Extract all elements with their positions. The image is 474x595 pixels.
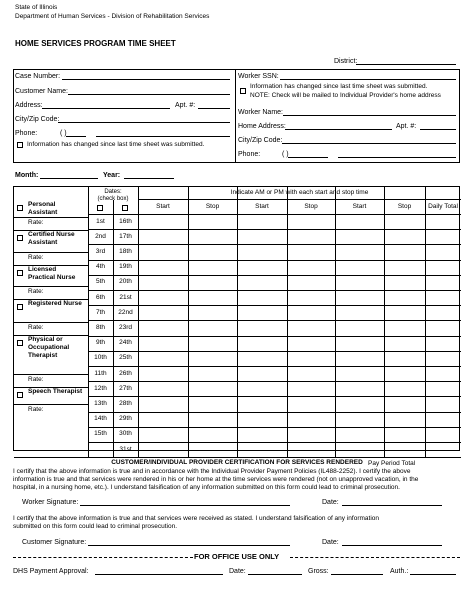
dates-header: Dates: xyxy=(104,189,122,195)
day-label: 20th xyxy=(119,278,132,286)
day-label: 25th xyxy=(119,354,132,362)
provider-cert-text-1: I certify that the above information is true and in accordance with the Individual Provider Payment Policies (IL488-2252). I certify the above xyxy=(13,468,411,475)
time-cell[interactable] xyxy=(425,214,461,229)
office-date-field[interactable] xyxy=(248,574,302,575)
apt-field[interactable] xyxy=(198,108,230,109)
day-label: 8th xyxy=(95,323,106,331)
time-cell[interactable] xyxy=(425,305,461,320)
time-cell[interactable] xyxy=(384,214,425,229)
service-rate-line xyxy=(14,374,88,375)
time-cell[interactable] xyxy=(138,214,188,229)
time-cell[interactable] xyxy=(237,214,287,229)
time-cell[interactable] xyxy=(287,366,335,381)
gross-label: Gross: xyxy=(308,568,329,575)
service-rate-line xyxy=(14,286,88,287)
service-checkbox[interactable] xyxy=(17,304,23,310)
time-cell[interactable] xyxy=(335,214,384,229)
day-label: 19th xyxy=(119,263,132,271)
time-cell[interactable] xyxy=(384,381,425,396)
customer-signature-field[interactable] xyxy=(88,545,290,546)
provider-cert-text-2: information is true and that services were rendered in his or her home at the time services were rendered (not on unapproved vacation, in the xyxy=(13,476,419,483)
district-field[interactable] xyxy=(356,64,456,65)
time-cell[interactable] xyxy=(287,336,335,351)
time-cell[interactable] xyxy=(138,305,188,320)
customer-cert-text-2: submitted on this form could lead to criminal prosecution. xyxy=(13,523,178,530)
customer-name-field[interactable] xyxy=(68,94,230,95)
column-header: Start xyxy=(156,203,170,210)
time-cell[interactable] xyxy=(287,229,335,244)
time-cell[interactable] xyxy=(188,244,237,259)
apt-label: Apt. #: xyxy=(175,102,196,109)
gross-field[interactable] xyxy=(331,574,383,575)
auth-label: Auth.: xyxy=(390,568,409,575)
time-cell[interactable] xyxy=(335,260,384,275)
service-rate-line xyxy=(14,217,88,218)
column-header: Start xyxy=(352,203,367,210)
time-cell[interactable] xyxy=(138,396,188,411)
day-label: 10th xyxy=(94,354,107,362)
day-label: 15th xyxy=(94,430,107,438)
time-cell[interactable] xyxy=(287,442,335,457)
time-cell[interactable] xyxy=(287,275,335,290)
state-name: State of Illinois xyxy=(15,4,58,11)
phone-label: Phone: xyxy=(15,130,38,137)
customer-cert-text-1: I certify that the above information is true and that services were received as stated. I understand falsification of any information xyxy=(13,515,379,522)
time-cell[interactable] xyxy=(237,305,287,320)
rate-label: Rate: xyxy=(28,406,44,413)
worker-city-zip-label: City/Zip Code: xyxy=(238,137,283,144)
worker-city-zip-field[interactable] xyxy=(282,143,456,144)
day-label: 18th xyxy=(119,247,132,255)
time-cell[interactable] xyxy=(237,381,287,396)
column-header: Stop xyxy=(397,203,412,210)
time-cell[interactable] xyxy=(287,244,335,259)
phone-field[interactable] xyxy=(96,136,230,137)
time-cell[interactable] xyxy=(384,229,425,244)
city-zip-field[interactable] xyxy=(58,122,230,123)
column-header: Stop xyxy=(304,203,318,210)
day-label: 7th xyxy=(95,308,106,316)
time-cell[interactable] xyxy=(237,442,287,457)
time-cell[interactable] xyxy=(335,396,384,411)
time-cell[interactable] xyxy=(237,290,287,305)
time-cell[interactable] xyxy=(384,412,425,427)
time-cell[interactable] xyxy=(335,412,384,427)
time-cell[interactable] xyxy=(384,290,425,305)
address-field[interactable] xyxy=(42,108,170,109)
day-label: 6th xyxy=(95,293,106,301)
service-checkbox[interactable] xyxy=(17,340,23,346)
customer-changed-checkbox[interactable] xyxy=(17,142,23,148)
service-rate-line xyxy=(14,252,88,253)
time-cell[interactable] xyxy=(287,351,335,366)
worker-phone-label: Phone: xyxy=(238,151,261,158)
month-label: Month: xyxy=(15,172,39,179)
time-cell[interactable] xyxy=(138,275,188,290)
dhs-approval-field[interactable] xyxy=(95,574,223,575)
time-cell[interactable] xyxy=(425,442,461,457)
rate-label: Rate: xyxy=(28,376,44,383)
time-cell[interactable] xyxy=(335,275,384,290)
worker-date-field[interactable] xyxy=(342,505,442,506)
service-name: Certified Nurse Assistant xyxy=(28,231,75,247)
time-cell[interactable] xyxy=(384,351,425,366)
year-label: Year: xyxy=(103,172,121,179)
time-cell[interactable] xyxy=(138,366,188,381)
service-checkbox[interactable] xyxy=(17,392,23,398)
day-label: 17th xyxy=(119,232,132,240)
time-cell[interactable] xyxy=(138,244,188,259)
day-label: 22nd xyxy=(118,308,133,316)
time-cell[interactable] xyxy=(138,320,188,335)
service-rate-line xyxy=(14,404,88,405)
day-label: 16th xyxy=(119,217,132,225)
phone-area-code: ( ) xyxy=(60,130,67,137)
time-cell[interactable] xyxy=(287,290,335,305)
time-cell[interactable] xyxy=(237,275,287,290)
time-cell[interactable] xyxy=(335,244,384,259)
time-cell[interactable] xyxy=(335,229,384,244)
time-cell[interactable] xyxy=(425,381,461,396)
time-cell[interactable] xyxy=(237,351,287,366)
day-label: 26th xyxy=(119,369,132,377)
time-cell[interactable] xyxy=(188,275,237,290)
page-title: HOME SERVICES PROGRAM TIME SHEET xyxy=(15,39,176,48)
time-cell[interactable] xyxy=(237,412,287,427)
time-cell[interactable] xyxy=(188,381,237,396)
time-cell[interactable] xyxy=(138,381,188,396)
day-label: 30th xyxy=(119,430,132,438)
time-cell[interactable] xyxy=(188,214,237,229)
time-cell[interactable] xyxy=(138,336,188,351)
worker-signature-label: Worker Signature: xyxy=(22,499,79,506)
column-header: Stop xyxy=(205,203,220,210)
city-zip-label: City/Zip Code: xyxy=(15,116,60,123)
time-cell[interactable] xyxy=(425,320,461,335)
time-cell[interactable] xyxy=(188,336,237,351)
time-cell[interactable] xyxy=(138,442,188,457)
time-cell[interactable] xyxy=(335,351,384,366)
time-cell[interactable] xyxy=(384,336,425,351)
time-cell[interactable] xyxy=(384,427,425,442)
time-cell[interactable] xyxy=(425,229,461,244)
time-cell[interactable] xyxy=(287,320,335,335)
time-cell[interactable] xyxy=(384,244,425,259)
day-label: 23rd xyxy=(118,323,132,331)
office-divider-right xyxy=(290,557,460,558)
district-label: District: xyxy=(334,58,358,65)
day-label: 29th xyxy=(119,415,132,423)
home-address-field[interactable] xyxy=(285,129,392,130)
time-cell[interactable] xyxy=(138,260,188,275)
time-cell[interactable] xyxy=(287,427,335,442)
case-number-field[interactable] xyxy=(62,79,230,80)
time-cell[interactable] xyxy=(335,320,384,335)
column-header: Daily Total xyxy=(428,203,458,210)
worker-changed-checkbox[interactable] xyxy=(240,88,246,94)
time-cell[interactable] xyxy=(188,442,237,457)
day-label: 28th xyxy=(119,399,132,407)
time-cell[interactable] xyxy=(287,381,335,396)
time-cell[interactable] xyxy=(237,396,287,411)
day-label: 24th xyxy=(119,339,132,347)
time-cell[interactable] xyxy=(425,290,461,305)
time-cell[interactable] xyxy=(188,412,237,427)
certification-title: CUSTOMER/INDIVIDUAL PROVIDER CERTIFICATION FOR SERVICES RENDERED xyxy=(111,459,363,466)
day-label: 21st xyxy=(119,293,132,301)
worker-changed-label: Information has changed since last time sheet was submitted. xyxy=(250,83,428,90)
worker-name-label: Worker Name: xyxy=(238,109,283,116)
time-cell[interactable] xyxy=(188,229,237,244)
day-label: 14th xyxy=(94,415,107,423)
day-label: 27th xyxy=(119,384,132,392)
rate-label: Rate: xyxy=(28,254,44,261)
office-use-label: FOR OFFICE USE ONLY xyxy=(194,552,280,561)
time-cell[interactable] xyxy=(237,244,287,259)
day-label: 13th xyxy=(94,399,107,407)
time-cell[interactable] xyxy=(384,320,425,335)
rate-label: Rate: xyxy=(28,288,44,295)
dhs-approval-label: DHS Payment Approval: xyxy=(13,568,89,575)
customer-changed-label: Information has changed since last time sheet was submitted. xyxy=(27,141,205,148)
time-cell[interactable] xyxy=(237,336,287,351)
service-rate-line xyxy=(14,322,88,323)
service-checkbox[interactable] xyxy=(17,205,23,211)
time-cell[interactable] xyxy=(425,366,461,381)
worker-note: NOTE: Check will be mailed to Individual Provider's home address xyxy=(250,92,441,99)
provider-cert-text-3: hospital, in a nursing home, etc.). I understand falsification of any information submitted on this form could lead to criminal prosecution. xyxy=(13,484,400,491)
time-cell[interactable] xyxy=(237,229,287,244)
time-cell[interactable] xyxy=(188,305,237,320)
time-cell[interactable] xyxy=(335,290,384,305)
day-label: 12th xyxy=(94,384,107,392)
time-cell[interactable] xyxy=(384,442,425,457)
time-cell[interactable] xyxy=(335,336,384,351)
time-cell[interactable] xyxy=(287,412,335,427)
month-field[interactable] xyxy=(40,178,98,179)
info-divider xyxy=(235,69,236,163)
worker-phone-area-code: ( ) xyxy=(282,151,289,158)
time-cell[interactable] xyxy=(384,305,425,320)
day-label: 9th xyxy=(95,339,106,347)
office-divider-left xyxy=(13,557,193,558)
time-cell[interactable] xyxy=(138,427,188,442)
time-cell[interactable] xyxy=(138,412,188,427)
year-field[interactable] xyxy=(124,178,174,179)
time-cell[interactable] xyxy=(188,427,237,442)
time-cell[interactable] xyxy=(188,396,237,411)
time-cell[interactable] xyxy=(138,351,188,366)
time-cell[interactable] xyxy=(335,381,384,396)
time-cell[interactable] xyxy=(425,427,461,442)
service-name: Physical or Occupational Therapist xyxy=(28,336,70,360)
time-cell[interactable] xyxy=(237,427,287,442)
customer-date-label: Date: xyxy=(322,539,339,546)
time-cell[interactable] xyxy=(384,396,425,411)
day-label: 1st xyxy=(96,217,105,225)
time-cell[interactable] xyxy=(188,351,237,366)
time-cell[interactable] xyxy=(188,260,237,275)
time-cell[interactable] xyxy=(237,320,287,335)
time-cell[interactable] xyxy=(335,427,384,442)
home-address-label: Home Address: xyxy=(238,123,286,130)
indicate-header: Indicate AM or PM with each start and stop time xyxy=(230,189,369,196)
time-cell[interactable] xyxy=(425,351,461,366)
worker-phone-field[interactable] xyxy=(338,157,456,158)
time-cell[interactable] xyxy=(425,244,461,259)
service-checkbox[interactable] xyxy=(17,235,23,241)
customer-signature-label: Customer Signature: xyxy=(22,539,87,546)
time-cell[interactable] xyxy=(335,305,384,320)
dates-left-checkbox[interactable] xyxy=(97,205,103,211)
service-name: Speech Therapist xyxy=(28,388,83,395)
worker-signature-field[interactable] xyxy=(80,505,290,506)
rate-label: Rate: xyxy=(28,219,44,226)
auth-field[interactable] xyxy=(410,574,456,575)
day-label: 3rd xyxy=(95,247,106,255)
customer-date-field[interactable] xyxy=(342,545,442,546)
time-cell[interactable] xyxy=(237,366,287,381)
time-cell[interactable] xyxy=(237,260,287,275)
time-cell[interactable] xyxy=(425,260,461,275)
time-cell[interactable] xyxy=(138,290,188,305)
time-cell[interactable] xyxy=(188,290,237,305)
worker-apt-field[interactable] xyxy=(420,129,456,130)
time-cell[interactable] xyxy=(335,366,384,381)
dates-right-checkbox[interactable] xyxy=(122,205,128,211)
day-label: 4th xyxy=(95,263,106,271)
day-label: 31st xyxy=(119,445,132,453)
service-name: Personal Assistant xyxy=(28,201,58,217)
service-name: Registered Nurse xyxy=(28,300,82,307)
service-checkbox[interactable] xyxy=(17,270,23,276)
rate-label: Rate: xyxy=(28,324,44,331)
time-cell[interactable] xyxy=(335,442,384,457)
service-name: Licensed Practical Nurse xyxy=(28,266,76,282)
time-cell[interactable] xyxy=(287,396,335,411)
worker-name-field[interactable] xyxy=(283,115,456,116)
pay-period-total-label: Pay Period Total xyxy=(368,460,416,468)
case-number-label: Case Number: xyxy=(15,73,61,80)
day-label: 5th xyxy=(95,278,106,286)
phone-area-field[interactable] xyxy=(66,136,86,137)
worker-apt-label: Apt. #: xyxy=(396,123,417,130)
worker-phone-area-field[interactable] xyxy=(288,157,328,158)
worker-ssn-label: Worker SSN: xyxy=(238,73,279,80)
time-cell[interactable] xyxy=(188,366,237,381)
worker-date-label: Date: xyxy=(322,499,339,506)
time-cell[interactable] xyxy=(188,320,237,335)
column-header: Start xyxy=(255,203,269,210)
time-cell[interactable] xyxy=(384,260,425,275)
office-date-label: Date: xyxy=(229,568,246,575)
customer-name-label: Customer Name: xyxy=(15,88,68,95)
time-cell[interactable] xyxy=(287,305,335,320)
department-name: Department of Human Services - Division of Rehabilitation Services xyxy=(15,13,210,20)
time-cell[interactable] xyxy=(138,229,188,244)
time-cell[interactable] xyxy=(384,366,425,381)
time-cell[interactable] xyxy=(425,396,461,411)
indicate-divider xyxy=(138,199,461,200)
time-cell[interactable] xyxy=(287,260,335,275)
time-cell[interactable] xyxy=(425,336,461,351)
time-cell[interactable] xyxy=(287,214,335,229)
check-box-header: (check box) xyxy=(97,196,129,202)
day-label: 2nd xyxy=(95,232,106,240)
worker-ssn-field[interactable] xyxy=(280,79,456,80)
time-cell[interactable] xyxy=(425,412,461,427)
address-label: Address: xyxy=(15,102,43,109)
time-cell[interactable] xyxy=(425,275,461,290)
day-label: 11th xyxy=(94,369,107,377)
time-cell[interactable] xyxy=(384,275,425,290)
